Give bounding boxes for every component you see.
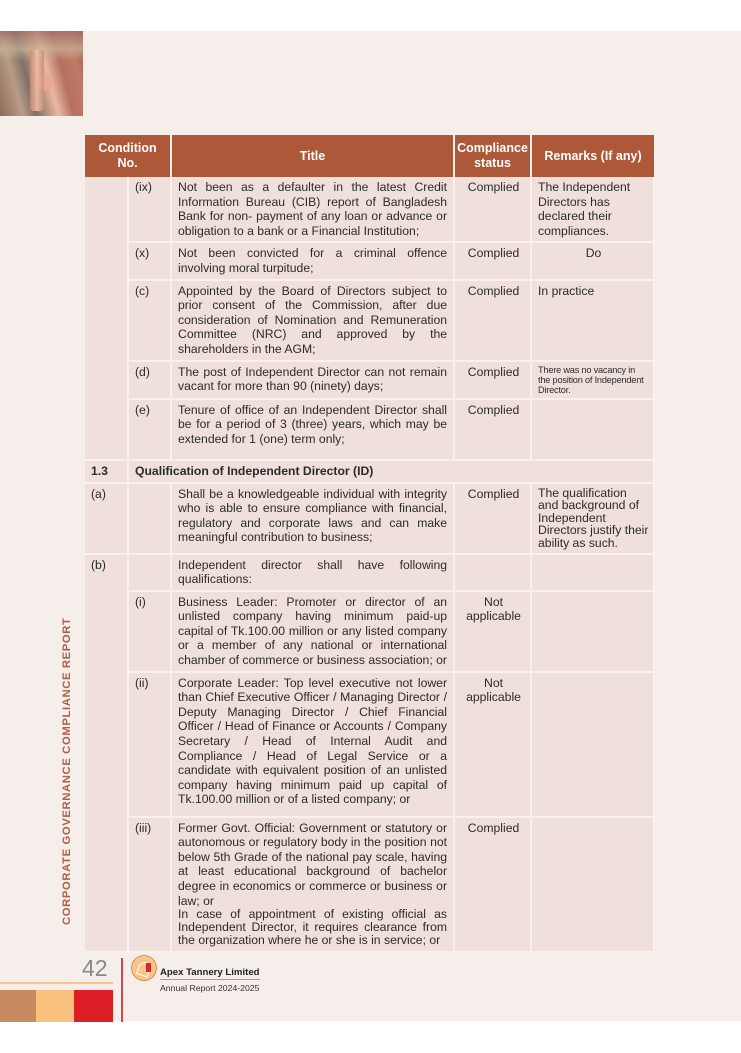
sub-no: (c) xyxy=(128,280,171,361)
condition-cell xyxy=(85,177,128,460)
title-cell: Tenure of office of an Independent Director shall be for a period of 3 (three) years, which may be extended for 1 (one) term only; xyxy=(171,399,454,460)
side-title: CORPORATE GOVERNANCE COMPLIANCE REPORT xyxy=(61,617,73,925)
sub-no: (iii) xyxy=(128,817,171,952)
sub-no-empty xyxy=(128,554,171,591)
remarks-cell: Do xyxy=(531,242,654,279)
remarks-cell: In practice xyxy=(531,280,654,361)
sub-no: (ii) xyxy=(128,672,171,817)
remarks-cell: The Independent Directors has declared their compliances. xyxy=(531,177,654,242)
remarks-cell: The qualification and background of Independent Directors justify their ability as such. xyxy=(531,483,654,554)
sub-no: (e) xyxy=(128,399,171,460)
section-title: Qualification of Independent Director (ID) xyxy=(128,460,654,483)
title-cell: Corporate Leader: Top level executive not lower than Chief Executive Officer / Managing Director / Deputy Managing Director / Chief Financial Officer / Head of Finance or Accounts / Company Secretary / Head of Internal Audit and Compliance / Head of Legal Service or a candidate with equivalent position of an unlisted company having minimum paid up capital of Tk.100.00 million or of a listed company; or xyxy=(171,672,454,817)
table-row xyxy=(85,817,654,952)
title-cell: Not been convicted for a criminal offence involving moral turpitude; xyxy=(171,242,454,279)
condition-no: (b) xyxy=(85,554,128,952)
table-header xyxy=(85,135,654,177)
condition-no: (a) xyxy=(85,483,128,554)
status-cell: Complied xyxy=(454,817,531,952)
title-text-2: In case of appointment of existing official as Independent Director, it requires clearance from the organization where he or she is in service; or xyxy=(178,907,448,948)
status-cell: Complied xyxy=(454,242,531,279)
sub-no-empty xyxy=(128,483,171,554)
remarks-cell: There was no vacancy in the position of Independent Director. xyxy=(531,361,654,399)
color-block-orange xyxy=(36,990,74,1022)
sub-no: (d) xyxy=(128,361,171,399)
header-title: Title xyxy=(171,135,454,177)
remarks-cell xyxy=(531,817,654,952)
leather-photo xyxy=(0,31,83,116)
status-cell: Not applicable xyxy=(454,672,531,817)
color-block-red xyxy=(74,990,113,1022)
header-status: Compliance status xyxy=(454,135,531,177)
status-cell: Complied xyxy=(454,399,531,460)
header-remarks: Remarks (If any) xyxy=(531,135,654,177)
status-cell: Complied xyxy=(454,280,531,361)
title-cell: Not been as a defaulter in the latest Credit Information Bureau (CIB) report of Bangladesh Bank for non- payment of any loan or advance or obligation to a bank or a Financial Institution; xyxy=(171,177,454,242)
sub-no: (i) xyxy=(128,591,171,672)
table-row xyxy=(85,554,654,591)
table-row xyxy=(85,242,654,279)
title-text: Former Govt. Official: Government or statutory or autonomous or regulatory body in the position not below 5th Grade of the national pay scale, having at least educational background of bachelor degree in economics or commerce or business or law; or xyxy=(178,820,448,908)
title-cell: Appointed by the Board of Directors subject to prior consent of the Commission, after due consideration of Nomination and Remuneration Committee (NRC) and approved by the shareholders in the AGM; xyxy=(171,280,454,361)
report-title: Annual Report 2024-2025 xyxy=(160,983,260,993)
table-row xyxy=(85,591,654,672)
sub-no: (x) xyxy=(128,242,171,279)
title-cell xyxy=(171,817,454,952)
remarks-cell xyxy=(531,399,654,460)
table-row xyxy=(85,280,654,361)
header-condition: Condition No. xyxy=(85,135,171,177)
section-row xyxy=(85,460,654,483)
title-cell: Business Leader: Promoter or director of an unlisted company having minimum paid-up capital of Tk.100.00 million or any listed company or a member of any national or international chamber of commerce or business association; or xyxy=(171,591,454,672)
company-name: Apex Tannery Limited xyxy=(160,967,260,978)
color-block-brown xyxy=(0,990,36,1022)
section-no: 1.3 xyxy=(85,460,128,483)
remarks-cell xyxy=(531,672,654,817)
table-row xyxy=(85,672,654,817)
sub-no: (ix) xyxy=(128,177,171,242)
company-logo-icon xyxy=(131,955,157,981)
title-cell: Shall be a knowledgeable individual with integrity who is able to ensure compliance with financial, regulatory and corporate laws and can make meaningful contribution to business; xyxy=(171,483,454,554)
status-cell: Complied xyxy=(454,361,531,399)
footer-rule xyxy=(0,982,113,984)
footer-divider xyxy=(121,958,123,1022)
table-row xyxy=(85,483,654,554)
remarks-cell xyxy=(531,554,654,591)
table-row xyxy=(85,399,654,460)
status-cell xyxy=(454,554,531,591)
status-cell: Not applicable xyxy=(454,591,531,672)
title-cell: Independent director shall have following qualifications: xyxy=(171,554,454,591)
compliance-table xyxy=(85,135,655,953)
page-number: 42 xyxy=(82,955,108,981)
status-cell: Complied xyxy=(454,177,531,242)
table-row xyxy=(85,361,654,399)
title-cell: The post of Independent Director can not remain vacant for more than 90 (ninety) days; xyxy=(171,361,454,399)
remarks-cell xyxy=(531,591,654,672)
table-row xyxy=(85,177,654,242)
status-cell: Complied xyxy=(454,483,531,554)
